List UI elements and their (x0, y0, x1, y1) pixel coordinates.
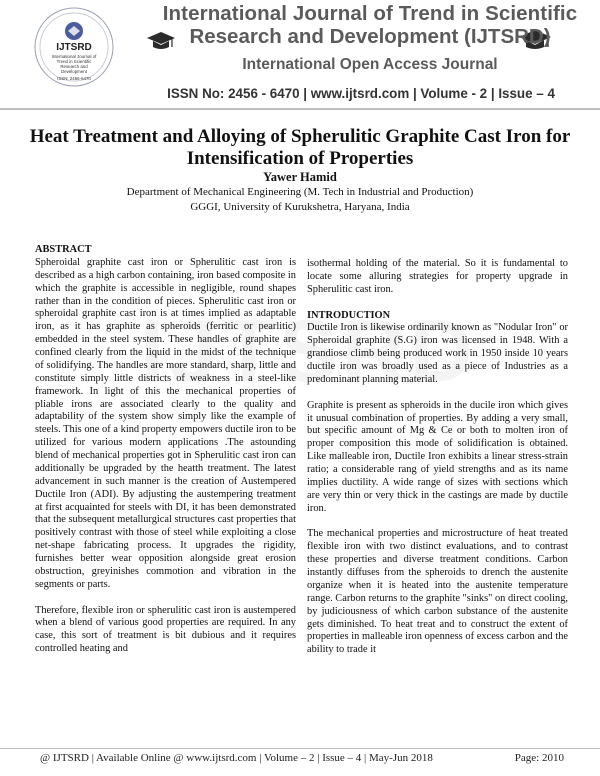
journal-title-line1: International Journal of Trend in Scientific (162, 2, 578, 25)
header-divider (0, 108, 600, 110)
page-number: Page: 2010 (514, 752, 564, 764)
journal-title-line2: Research and Development (IJTSRD) (189, 25, 551, 48)
abstract-paragraph: Therefore, flexible iron or spherulitic cast iron is austempered when a blend of various good properties are required. In any case, this sort of treatment is bit dubious and it requires controlled heating and (35, 604, 296, 655)
introduction-heading: INTRODUCTION (307, 309, 391, 321)
body-paragraph: Ductile Iron is likewise ordinarily known as "Nodular Iron" or Spheroidal graphite (S.G) iron was licensed in 1948. With a grandiose climb being produced work in 1950 inside 10 years ductile iron was broadly used as a piece of Industries as a predominant planning material. (307, 322, 568, 385)
logo-caption-line: International Journal of (51, 54, 97, 59)
logo-text: IJTSRD (56, 42, 92, 53)
journal-logo (22, 6, 126, 88)
logo-caption-line: Trend in Scientific (56, 59, 92, 64)
author-name: Yawer Hamid (263, 170, 337, 184)
issn-bar: ISSN No: 2456 - 6470 | www.ijtsrd.com | Volume - 2 | Issue – 4 (167, 86, 555, 101)
paper-title: Heat Treatment and Alloying of Spherulitic Graphite Cast Iron for Intensification of Properties (29, 126, 571, 169)
logo-issn: ISSN: 2456-6470 (57, 76, 91, 81)
abstract-heading: ABSTRACT (35, 244, 92, 255)
right-column (307, 258, 568, 657)
body-paragraph: Graphite is present as spheroids in the ducile iron which gives it unusual combination of properties. By adding a very small, but specific amount of Mg & Ce or both to molten iron of proper composition this mode of solidification is obtained. Like malleable iron, Ductile Iron exhibits a linear stress-strain ratio; a considerable rang of yield strengths and as its name implies ductility. A wide range of sizes with sections which are very thin or very thick in the castings are made by ductile iron. (307, 399, 568, 514)
logo-caption-line: Research and (60, 64, 88, 69)
footer-divider (0, 748, 600, 749)
affiliation-line2: GGGI, University of Kurukshetra, Haryana, India (190, 201, 410, 213)
body-paragraph: The mechanical properties and microstructure of heat treated flexible iron with two distinct evaluations, and to contrast these properties and diverse treatment conditions. Carbon instantly diffuses from the spheroids to drench the austenite organize when it is heated into the austenite temperature range. Carbon returns to the graphite "sinks" on direct cooling, by judiciousness of which carbon substance of the austenite gets diminished. To heat treat and to construct the extent of properties in malleable iron openness of excess carbon and the ability to trade it (307, 528, 568, 656)
footer-text: @ IJTSRD | Available Online @ www.ijtsrd.com | Volume – 2 | Issue – 4 | May-Jun 2018 (40, 752, 433, 764)
affiliation-line1: Department of Mechanical Engineering (M. Tech in Industrial and Production) (126, 186, 474, 198)
left-column (35, 244, 296, 656)
body-paragraph: isothermal holding of the material. So it is fundamental to locate some alluring strategies for property upgrade in Spherulitic cast iron. (307, 258, 568, 295)
logo-caption-line: Development (61, 69, 87, 74)
abstract-paragraph: Spheroidal graphite cast iron or Spherulitic cast iron is described as a high carbon containing, iron based composite in which the graphite is accessible in negligible, round shapes rather than in the condition of pieces. Spherulitic cast iron or spheroidal graphite cast iron is at times implied as adaptable iron, as it has graphite as spheroids (ferritic or pearlitic) embedded in the steel system. These handles of graphite are confined clearly from the liquid in the midst of the technique of solidifying. The handles are more standard, sharp, little and constitute simply little districts of weakness in a steel-like framework. In light of this the mechanical properties of pliable irons are associated clearly to the quality and adaptability of the system show simply like the example of steels. This one of a kind property empowers ductile iron to be utilized for various modern applications .The astounding blend of mechanical properties got in Spherulitic cast iron can additionally be upgraded by the heatth treatment. The latest advancement in such manner is the creation of Austempered Ductile Iron (ADI). By adjusting the austempering treatment at first acquainted for steels with DI, it has been demonstrated that the subsequent metallurgical structures cast properties that positively contrast with those of steel while exploiting a close net-shape fabricating process. It upgrades the rigidity, furnishes better wear opposition alongside great erosion obstruction, greyinishes commotion and vibration in the segments or parts. (35, 256, 296, 590)
journal-subtitle: International Open Access Journal (242, 56, 498, 73)
